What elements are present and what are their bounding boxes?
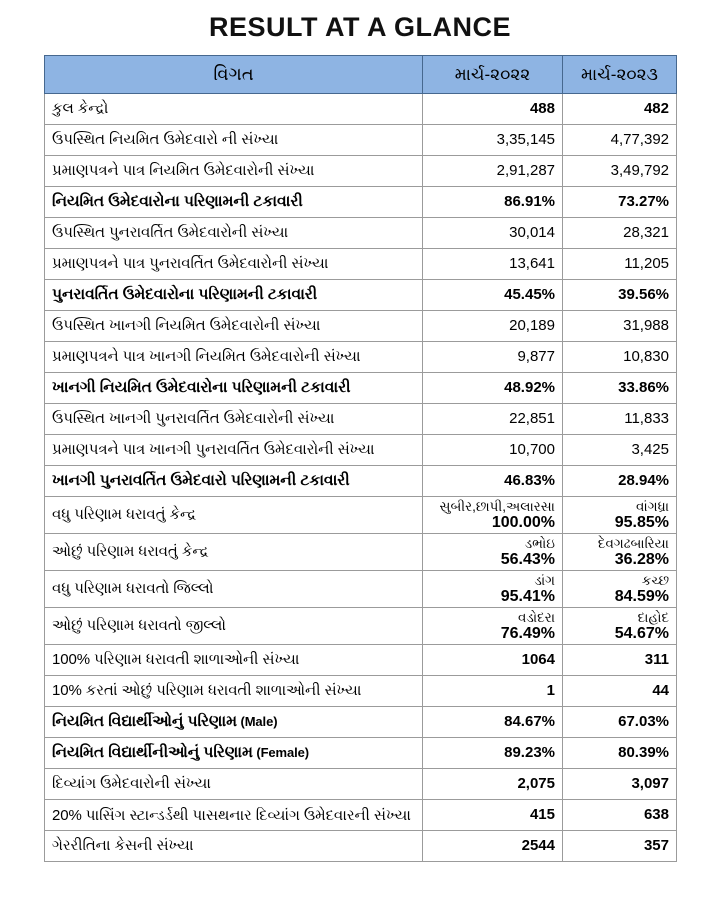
value-march-2023: 31,988: [563, 311, 677, 342]
percentage-value: 84.59%: [614, 588, 669, 605]
result-table: [44, 55, 677, 862]
percentage-value: 76.49%: [500, 625, 555, 642]
value-march-2023: 67.03%: [563, 707, 677, 738]
table-row: [45, 404, 677, 435]
row-label: ઉપસ્થિત પુનરાવર્તિત ઉમેદવારોની સંખ્યા: [45, 218, 423, 249]
table-row: [45, 571, 677, 608]
column-header-label: વિગત: [45, 56, 423, 94]
row-label: પ્રમાણપત્રને પાત્ર ખાનગી પુનરાવર્તિત ઉમેદવારોની સંખ્યા: [45, 435, 423, 466]
value-march-2023: 10,830: [563, 342, 677, 373]
table-row: [45, 280, 677, 311]
value-march-2023: 3,425: [563, 435, 677, 466]
table-row: [45, 769, 677, 800]
table-row: [45, 125, 677, 156]
row-label: ઉપસ્થિત નિયમિત ઉમેદવારો ની સંખ્યા: [45, 125, 423, 156]
table-row: [45, 676, 677, 707]
value-march-2022: 2,91,287: [423, 156, 563, 187]
value-march-2023: [563, 497, 677, 534]
row-label: ઉપસ્થિત ખાનગી પુનરાવર્તિત ઉમેદવારોની સંખ્યા: [45, 404, 423, 435]
table-row: [45, 831, 677, 862]
value-march-2023: 482: [563, 94, 677, 125]
column-header-march-2023: માર્ચ-૨૦૨૩: [563, 56, 677, 94]
column-header-march-2022: માર્ચ-૨૦૨૨: [423, 56, 563, 94]
row-label: ઓછું પરિણામ ધરાવતો જીલ્લો: [45, 608, 423, 645]
value-march-2022: 86.91%: [423, 187, 563, 218]
table-row: [45, 156, 677, 187]
row-label-suffix: (Male): [236, 714, 278, 729]
place-name: વડોદરા: [517, 610, 555, 625]
row-label: નિયમિત વિદ્યાર્થીઓનું પરિણામ (Male): [45, 707, 423, 738]
row-label: ઓછું પરિણામ ધરાવતું કેન્દ્ર: [45, 534, 423, 571]
value-march-2023: 4,77,392: [563, 125, 677, 156]
table-row: [45, 800, 677, 831]
value-march-2022: 22,851: [423, 404, 563, 435]
place-name: ડભોઇ: [524, 536, 555, 551]
row-label: પ્રમાણપત્રને પાત્ર નિયમિત ઉમેદવારોની સંખ્યા: [45, 156, 423, 187]
value-march-2023: 11,205: [563, 249, 677, 280]
result-table-container: [44, 55, 676, 862]
table-row: [45, 342, 677, 373]
value-march-2023: 28,321: [563, 218, 677, 249]
table-row: [45, 738, 677, 769]
value-march-2022: 46.83%: [423, 466, 563, 497]
value-march-2022: [423, 534, 563, 571]
value-march-2022: [423, 608, 563, 645]
page-title: RESULT AT A GLANCE: [209, 12, 511, 42]
table-row: [45, 435, 677, 466]
value-march-2022: 1064: [423, 645, 563, 676]
row-label: પ્રમાણપત્રને પાત્ર પુનરાવર્તિત ઉમેદવારોની સંખ્યા: [45, 249, 423, 280]
value-march-2023: 11,833: [563, 404, 677, 435]
value-march-2022: 415: [423, 800, 563, 831]
row-label: દિવ્યાંગ ઉમેદવારોની સંખ્યા: [45, 769, 423, 800]
table-row: [45, 373, 677, 404]
row-label: ગેરરીતિના કેસની સંખ્યા: [45, 831, 423, 862]
place-name: વાંગધ્રા: [636, 499, 669, 514]
value-march-2023: 39.56%: [563, 280, 677, 311]
row-label: ખાનગી નિયમિત ઉમેદવારોના પરિણામની ટકાવારી: [45, 373, 423, 404]
table-header: [45, 56, 677, 94]
table-row: [45, 249, 677, 280]
value-march-2022: [423, 571, 563, 608]
table-row: [45, 707, 677, 738]
row-label: 10% કરતાં ઓછું પરિણામ ધરાવતી શાળાઓની સંખ્યા: [45, 676, 423, 707]
table-row: [45, 497, 677, 534]
percentage-value: 36.28%: [614, 551, 669, 568]
value-march-2022: 84.67%: [423, 707, 563, 738]
value-march-2023: [563, 608, 677, 645]
row-label: નિયમિત ઉમેદવારોના પરિણામની ટકાવારી: [45, 187, 423, 218]
value-march-2022: 89.23%: [423, 738, 563, 769]
value-march-2023: [563, 571, 677, 608]
place-name: ડાંગ: [534, 573, 555, 588]
table-body: [45, 94, 677, 862]
value-march-2023: 80.39%: [563, 738, 677, 769]
row-label: વધુ પરિણામ ધરાવતું કેન્દ્ર: [45, 497, 423, 534]
value-march-2022: 3,35,145: [423, 125, 563, 156]
value-march-2023: 28.94%: [563, 466, 677, 497]
percentage-value: 100.00%: [491, 514, 555, 531]
value-march-2022: 48.92%: [423, 373, 563, 404]
table-header-row: [45, 56, 677, 94]
table-row: [45, 218, 677, 249]
percentage-value: 54.67%: [614, 625, 669, 642]
percentage-value: 95.85%: [614, 514, 669, 531]
table-row: [45, 94, 677, 125]
place-name: દાહોદ: [637, 610, 669, 625]
value-march-2022: 9,877: [423, 342, 563, 373]
value-march-2022: [423, 497, 563, 534]
value-march-2023: 3,49,792: [563, 156, 677, 187]
value-march-2022: 10,700: [423, 435, 563, 466]
row-label: નિયમિત વિદ્યાર્થીનીઓનું પરિણામ (Female): [45, 738, 423, 769]
value-march-2023: 33.86%: [563, 373, 677, 404]
percentage-value: 56.43%: [500, 551, 555, 568]
table-row: [45, 311, 677, 342]
row-label: કુલ કેન્દ્રો: [45, 94, 423, 125]
row-label: 20% પાસિંગ સ્ટાન્ડર્ડથી પાસથનાર દિવ્યાંગ ઉમેદવારની સંખ્યા: [45, 800, 423, 831]
row-label: ઉપસ્થિત ખાનગી નિયમિત ઉમેદવારોની સંખ્યા: [45, 311, 423, 342]
place-name: કચ્છ: [641, 573, 669, 588]
value-march-2023: 357: [563, 831, 677, 862]
table-row: [45, 608, 677, 645]
row-label: વધુ પરિણામ ધરાવતો જિલ્લો: [45, 571, 423, 608]
table-row: [45, 534, 677, 571]
table-row: [45, 645, 677, 676]
value-march-2023: 44: [563, 676, 677, 707]
value-march-2023: 638: [563, 800, 677, 831]
row-label-suffix: (Female): [252, 745, 309, 760]
value-march-2022: 1: [423, 676, 563, 707]
row-label: પ્રમાણપત્રને પાત્ર ખાનગી નિયમિત ઉમેદવારોની સંખ્યા: [45, 342, 423, 373]
value-march-2022: 2544: [423, 831, 563, 862]
value-march-2022: 13,641: [423, 249, 563, 280]
place-name: સુબીર,છાપી,અલારસા: [439, 499, 555, 514]
percentage-value: 95.41%: [500, 588, 555, 605]
row-label: પુનરાવર્તિત ઉમેદવારોના પરિણામની ટકાવારી: [45, 280, 423, 311]
value-march-2022: 20,189: [423, 311, 563, 342]
value-march-2023: 311: [563, 645, 677, 676]
place-name: દેવગઢબારિયા: [597, 536, 669, 551]
value-march-2022: 45.45%: [423, 280, 563, 311]
value-march-2023: 3,097: [563, 769, 677, 800]
row-label: 100% પરિણામ ધરાવતી શાળાઓની સંખ્યા: [45, 645, 423, 676]
value-march-2022: 2,075: [423, 769, 563, 800]
table-row: [45, 187, 677, 218]
value-march-2022: 488: [423, 94, 563, 125]
value-march-2023: 73.27%: [563, 187, 677, 218]
value-march-2022: 30,014: [423, 218, 563, 249]
table-row: [45, 466, 677, 497]
value-march-2023: [563, 534, 677, 571]
row-label: ખાનગી પુનરાવર્તિત ઉમેદવારો પરિણામની ટકાવારી: [45, 466, 423, 497]
